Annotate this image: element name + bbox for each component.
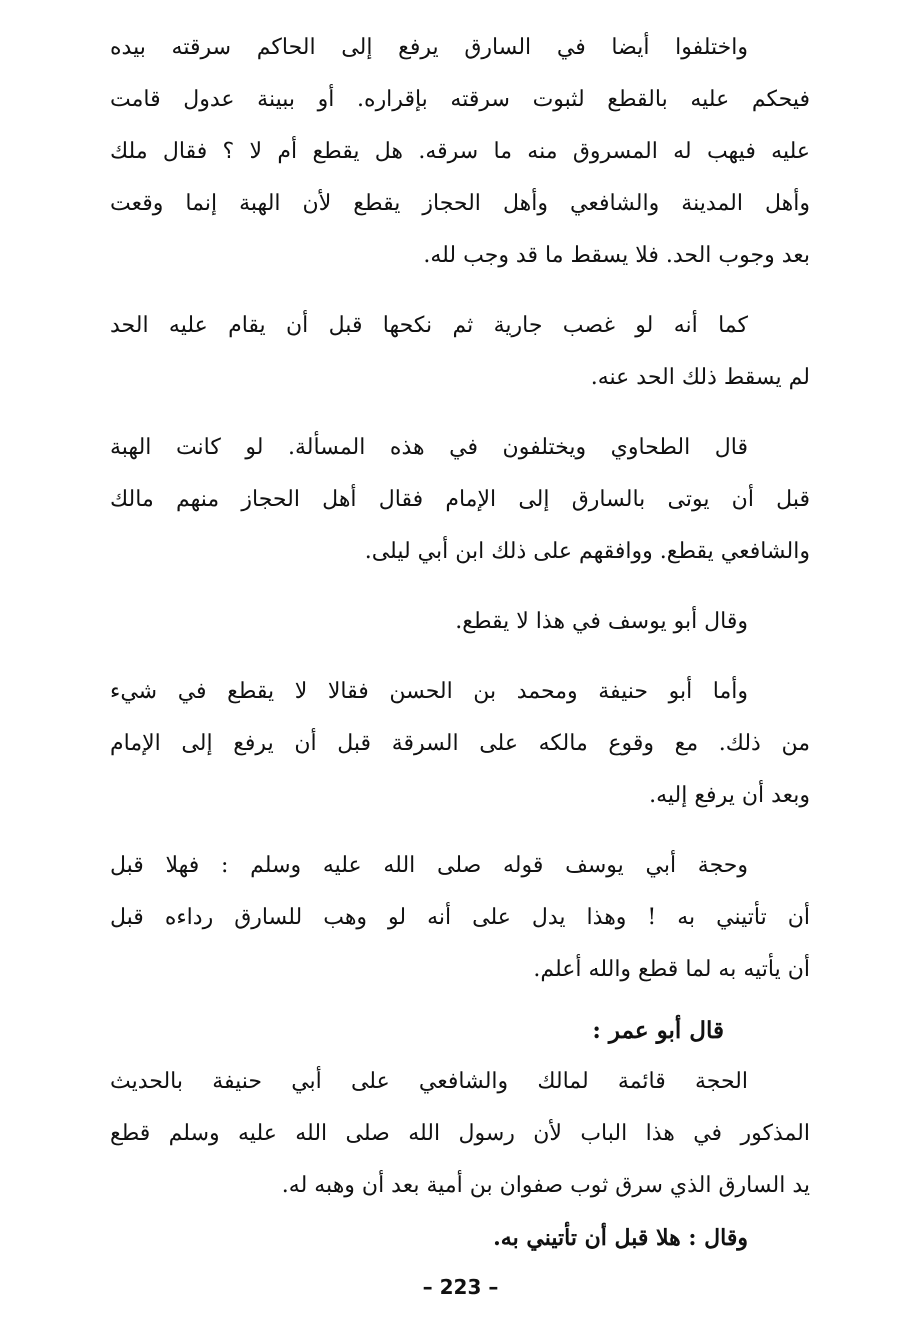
text-line: وقال : هلا قبل أن تأتيني به. — [493, 1225, 748, 1251]
text-line: فيحكم عليه بالقطع لثبوت سرقته بإقراره. أو ببينة عدول قامت — [110, 87, 810, 112]
text-line: والشافعي يقطع. ووافقهم على ذلك ابن أبي ليلى. — [364, 539, 810, 564]
text-line: وحجة أبي يوسف قوله صلى الله عليه وسلم : فهلا قبل — [110, 853, 748, 878]
text-line: وقال أبو يوسف في هذا لا يقطع. — [455, 609, 748, 634]
paragraph-1 — [110, 22, 810, 282]
text-line: أن تأتيني به ! وهذا يدل على أنه لو وهب للسارق رداءه قبل — [110, 905, 810, 930]
paragraph-3 — [110, 422, 810, 578]
paragraph-5 — [110, 666, 810, 822]
text-line: بعد وجوب الحد. فلا يسقط ما قد وجب لله. — [423, 243, 810, 268]
text-line: عليه فيهب له المسروق منه ما سرقه. هل يقطع أم لا ؟ فقال ملك — [110, 139, 810, 164]
text-line: يد السارق الذي سرق ثوب صفوان بن أمية بعد أن وهبه له. — [281, 1173, 810, 1198]
section-heading: قال أبو عمر : — [592, 1017, 724, 1044]
paragraph-7 — [110, 1056, 810, 1264]
text-line: قال الطحاوي ويختلفون في هذه المسألة. لو كانت الهبة — [110, 435, 748, 460]
paragraph-2 — [110, 300, 810, 404]
text-line: من ذلك. مع وقوع مالكه على السرقة قبل أن يرفع إلى الإمام — [110, 731, 810, 756]
text-line: لم يسقط ذلك الحد عنه. — [590, 365, 810, 390]
page-number: – 223 – — [422, 1275, 499, 1299]
text-line: أن يأتيه به لما قطع والله أعلم. — [533, 957, 810, 982]
text-line: المذكور في هذا الباب لأن رسول الله صلى الله عليه وسلم قطع — [110, 1121, 810, 1146]
text-line: كما أنه لو غصب جارية ثم نكحها قبل أن يقام عليه الحد — [110, 313, 748, 338]
text-line: وبعد أن يرفع إليه. — [649, 783, 810, 808]
text-line: قبل أن يوتى بالسارق إلى الإمام فقال أهل الحجاز منهم مالك — [110, 487, 810, 512]
text-line: واختلفوا أيضا في السارق يرفع إلى الحاكم سرقته بيده — [110, 35, 748, 60]
paragraph-4 — [110, 596, 810, 648]
text-line: الحجة قائمة لمالك والشافعي على أبي حنيفة بالحديث — [110, 1069, 748, 1094]
paragraph-6 — [110, 840, 810, 996]
book-page — [110, 22, 810, 1322]
text-line: وأهل المدينة والشافعي وأهل الحجاز يقطع لأن الهبة إنما وقعت — [110, 191, 810, 216]
text-line: وأما أبو حنيفة ومحمد بن الحسن فقالا لا يقطع في شيء — [110, 679, 748, 704]
